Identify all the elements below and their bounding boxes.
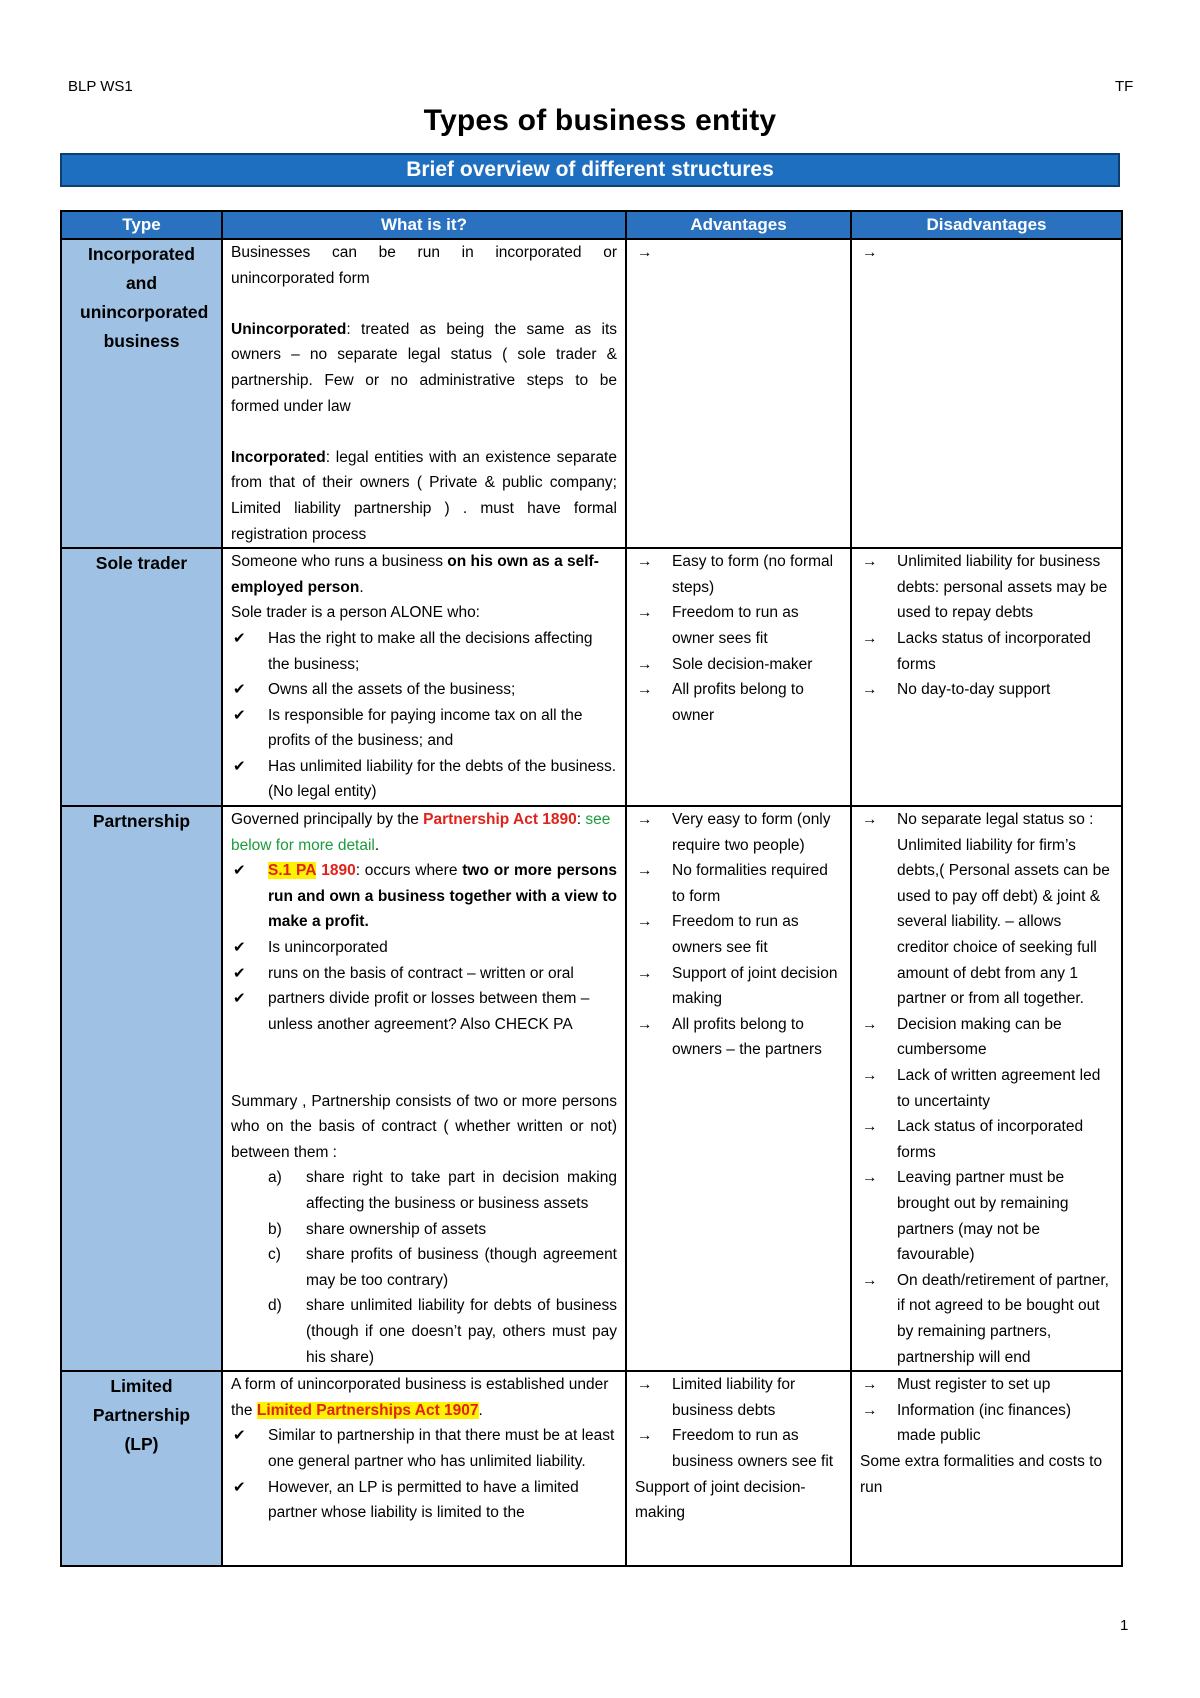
check-item: ✔ runs on the basis of contract – written or oral xyxy=(231,961,617,987)
disadvantages-cell xyxy=(851,239,1122,548)
list-item: → Leaving partner must be brought out by remaining partners (may not be favourable) xyxy=(860,1165,1113,1267)
list-item: → Lacks status of incorporated forms xyxy=(860,626,1113,677)
item-text: share ownership of assets xyxy=(306,1220,487,1238)
type-label: Sole trader xyxy=(95,553,188,574)
column-header-type: Type xyxy=(61,211,222,239)
arrow-bullet xyxy=(635,240,842,266)
text: Someone who runs a business xyxy=(231,553,448,571)
advantages-cell xyxy=(626,806,851,1371)
page-number: 1 xyxy=(1120,1617,1129,1634)
list-item: → No day-to-day support xyxy=(860,677,1113,703)
description-cell xyxy=(222,806,626,1371)
item-label: c) xyxy=(268,1246,281,1264)
item-text: share profits of business (though agreement may be too contrary) xyxy=(306,1246,617,1289)
check-item xyxy=(231,858,617,935)
check-item: ✔ Has unlimited liability for the debts of the business. (No legal entity) xyxy=(231,754,617,805)
text: : xyxy=(576,811,586,829)
column-header-advantages: Advantages xyxy=(626,211,851,239)
paragraph xyxy=(231,1372,617,1423)
check-item: ✔ Similar to partnership in that there must be at least one general partner who has unlimited liability. xyxy=(231,1423,617,1474)
advantages-list xyxy=(635,1372,842,1474)
column-header-disadvantages: Disadvantages xyxy=(851,211,1122,239)
type-label: Partnership xyxy=(92,811,191,832)
paragraph xyxy=(231,807,617,858)
paragraph xyxy=(231,317,617,419)
summary-paragraph: Summary , Partnership consists of two or more persons who on the basis of contract ( whether written or not) between them : xyxy=(231,1092,617,1161)
type-cell xyxy=(61,806,222,1371)
list-item: → Must register to set up xyxy=(860,1372,1113,1398)
running-header-left: BLP WS1 xyxy=(68,78,133,95)
description-cell xyxy=(222,548,626,806)
list-item xyxy=(231,1217,617,1243)
list-item: → All profits belong to owner xyxy=(635,677,842,728)
disadvantages-cell xyxy=(851,548,1122,806)
description-cell xyxy=(222,1371,626,1566)
term-text: : treated as being the same as its owners – no separate legal status ( sole trader & partnership. Few or no administrative steps to be formed under law xyxy=(231,320,617,415)
advantages-list xyxy=(635,807,842,1063)
advantages-cell xyxy=(626,1371,851,1566)
disadvantages-list xyxy=(860,549,1113,703)
table-row xyxy=(61,806,1122,1371)
item-text: share unlimited liability for debts of business (though if one doesn’t pay, others must pay his share) xyxy=(306,1297,617,1366)
paragraph xyxy=(231,549,617,600)
term-label: Unincorporated xyxy=(231,320,347,338)
type-cell xyxy=(61,1371,222,1566)
disadvantages-cell xyxy=(851,806,1122,1371)
emphasis-text: on his own as a self-employed person xyxy=(231,553,599,596)
list-item: → Freedom to run as owner sees fit xyxy=(635,600,842,651)
paragraph: Sole trader is a person ALONE who: xyxy=(231,604,480,622)
type-label: Limited Partnership (LP) xyxy=(92,1376,191,1455)
summary-list xyxy=(231,1165,617,1370)
paragraph: Some extra formalities and costs to run xyxy=(860,1452,1103,1496)
text: Governed principally by the xyxy=(231,811,424,829)
page-title: Types of business entity xyxy=(423,104,777,137)
term-label: Incorporated xyxy=(231,448,326,466)
list-item: → Decision making can be cumbersome xyxy=(860,1012,1113,1063)
list-item: → Lack status of incorporated forms xyxy=(860,1114,1113,1165)
text: : occurs where xyxy=(355,862,463,880)
list-item: → Limited liability for business debts xyxy=(635,1372,842,1423)
list-item: → Support of joint decision making xyxy=(635,961,842,1012)
entity-table xyxy=(60,210,1123,1567)
act-reference: Limited Partnerships Act 1907 xyxy=(256,1401,479,1419)
advantages-list xyxy=(635,549,842,728)
text: . xyxy=(359,578,364,596)
disadvantages-cell xyxy=(851,1371,1122,1566)
check-item: ✔ partners divide profit or losses between them – unless another agreement? Also CHECK PA xyxy=(231,986,617,1037)
list-item xyxy=(231,1165,617,1216)
section-banner: Brief overview of different structures xyxy=(60,153,1120,187)
text: A form of unincorporated business is established under the xyxy=(231,1376,609,1419)
check-list xyxy=(231,626,617,805)
arrow-bullet xyxy=(860,240,1113,266)
list-item: → Sole decision-maker xyxy=(635,652,842,678)
check-item: ✔ However, an LP is permitted to have a limited partner whose liability is limited to the xyxy=(231,1475,617,1526)
cross-reference: see below for more detail xyxy=(231,811,611,854)
list-item: → No formalities required to form xyxy=(635,858,842,909)
list-item: → Information (inc finances) made public xyxy=(860,1398,1113,1449)
text: . xyxy=(478,1401,483,1419)
advantages-cell xyxy=(626,239,851,548)
list-item: → All profits belong to owners – the partners xyxy=(635,1012,842,1063)
check-list xyxy=(231,858,617,1037)
item-label: d) xyxy=(268,1297,282,1315)
check-item: ✔ Owns all the assets of the business; xyxy=(231,677,617,703)
type-cell xyxy=(61,239,222,548)
emphasis-text: two or more persons run and own a business together with a view to make a profit. xyxy=(268,862,617,931)
table-row xyxy=(61,548,1122,806)
running-header-right: TF xyxy=(1115,78,1134,95)
section-reference: S.1 PA xyxy=(268,862,317,880)
check-item: ✔ Is unincorporated xyxy=(231,935,617,961)
item-text: share right to take part in decision making affecting the business or business assets xyxy=(306,1169,617,1212)
column-header-what: What is it? xyxy=(222,211,626,239)
item-label: b) xyxy=(268,1220,282,1238)
list-item xyxy=(231,1293,617,1370)
table-row xyxy=(61,1371,1122,1566)
list-item: → Very easy to form (only require two people) xyxy=(635,807,842,858)
list-item xyxy=(231,1242,617,1293)
check-item: ✔ Is responsible for paying income tax on all the profits of the business; and xyxy=(231,703,617,754)
type-label: Incorporated and unincorporated business xyxy=(80,244,209,351)
type-cell xyxy=(61,548,222,806)
check-list xyxy=(231,1423,617,1525)
table-header-row xyxy=(61,211,1122,239)
section-year: 1890 xyxy=(321,862,356,880)
paragraph: Businesses can be run in incorporated or unincorporated form xyxy=(231,244,617,287)
act-reference: Partnership Act 1890 xyxy=(423,811,577,829)
list-item: → Unlimited liability for business debts: personal assets may be used to repay debts xyxy=(860,549,1113,626)
paragraph xyxy=(231,445,617,547)
list-item: → Easy to form (no formal steps) xyxy=(635,549,842,600)
term-text: : legal entities with an existence separate from that of their owners ( Private & public company; Limited liability partnership ) . must have formal registration process xyxy=(231,448,617,543)
list-item: → No separate legal status so : Unlimited liability for firm’s debts,( Personal assets can be used to pay off debt) & joint & several liability. – allows creditor choice of seeking full amount of debt from any 1 partner or from all together. xyxy=(860,807,1113,1012)
list-item: → Freedom to run as owners see fit xyxy=(635,909,842,960)
disadvantages-list xyxy=(860,1372,1113,1449)
text: . xyxy=(374,836,380,854)
check-item: ✔ Has the right to make all the decisions affecting the business; xyxy=(231,626,617,677)
list-item: → Lack of written agreement led to uncertainty xyxy=(860,1063,1113,1114)
advantages-cell xyxy=(626,548,851,806)
list-item: → On death/retirement of partner, if not agreed to be bought out by remaining partners, partnership will end xyxy=(860,1268,1113,1370)
paragraph: Support of joint decision-making xyxy=(635,1478,806,1522)
item-label: a) xyxy=(268,1169,282,1187)
table-row xyxy=(61,239,1122,548)
disadvantages-list xyxy=(860,807,1113,1370)
description-cell xyxy=(222,239,626,548)
list-item: → Freedom to run as business owners see fit xyxy=(635,1423,842,1474)
